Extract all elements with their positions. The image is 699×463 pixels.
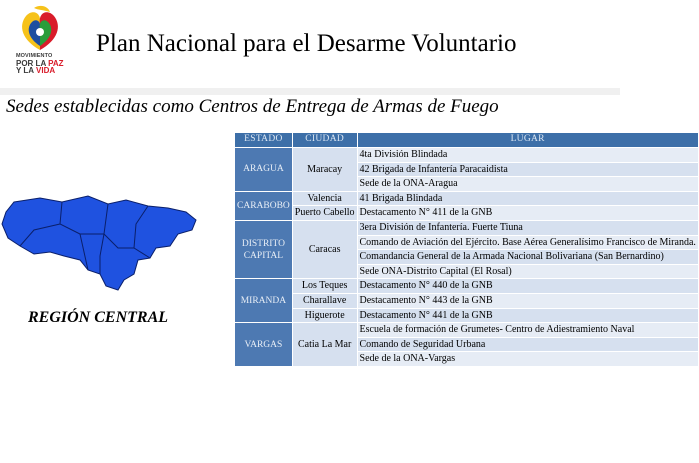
movimiento-paz-vida-logo: [8, 4, 72, 78]
ciudad-cell-puerto-cabello: Puerto Cabello: [292, 206, 357, 221]
lugar-cell: 4ta División Blindada: [357, 148, 698, 163]
sedes-table: [234, 132, 699, 367]
lugar-cell: Destacamento N° 443 de la GNB: [357, 293, 698, 308]
ciudad-cell-higuerote: Higuerote: [292, 308, 357, 323]
table-row: [235, 220, 699, 235]
estado-line: DISTRITO: [241, 238, 285, 249]
lugar-cell: Sede ONA-Distrito Capital (El Rosal): [357, 264, 698, 279]
central-region-map: [0, 194, 205, 294]
lugar-cell: 42 Brigada de Infantería Paracaidista: [357, 162, 698, 177]
column-header-estado: ESTADO: [235, 133, 293, 148]
region-label: REGIÓN CENTRAL: [28, 309, 169, 326]
logo-text-line1: MOVIMIENTO: [16, 53, 53, 59]
lugar-cell: Destacamento N° 440 de la GNB: [357, 279, 698, 294]
lugar-cell: Comando de Seguridad Urbana: [357, 337, 698, 352]
estado-line: CAPITAL: [243, 250, 284, 261]
column-header-ciudad: CIUDAD: [292, 133, 357, 148]
lugar-cell: 3era División de Infantería. Fuerte Tiuna: [357, 220, 698, 235]
estado-cell-miranda: MIRANDA: [235, 279, 293, 323]
lugar-cell: Destacamento N° 411 de la GNB: [357, 206, 698, 221]
logo-text-line2: POR LA PAZ: [16, 59, 64, 68]
page-title: Plan Nacional para el Desarme Voluntario: [96, 30, 517, 57]
title-divider: [0, 88, 620, 95]
table-row: [235, 308, 699, 323]
ciudad-cell-valencia: Valencia: [292, 191, 357, 206]
lugar-cell: Destacamento N° 441 de la GNB: [357, 308, 698, 323]
column-header-lugar: LUGAR: [357, 133, 698, 148]
estado-cell-aragua: ARAGUA: [235, 148, 293, 192]
page-subtitle: Sedes establecidas como Centros de Entrega de Armas de Fuego: [6, 96, 499, 117]
lugar-cell: Escuela de formación de Grumetes- Centro de Adiestramiento Naval: [357, 323, 698, 338]
ciudad-cell-catia-la-mar: Catia La Mar: [292, 323, 357, 367]
table-row: [235, 191, 699, 206]
table-row: [235, 293, 699, 308]
lugar-cell: Sede de la ONA-Aragua: [357, 177, 698, 192]
map-region-shape: [2, 196, 196, 290]
table-row: [235, 148, 699, 163]
table-header-row: [235, 133, 699, 148]
table-row: [235, 206, 699, 221]
table-row: [235, 323, 699, 338]
ciudad-cell-maracay: Maracay: [292, 148, 357, 192]
logo-text-line3: Y LA VIDA: [16, 66, 56, 75]
table-row: [235, 279, 699, 294]
ciudad-cell-charallave: Charallave: [292, 293, 357, 308]
logo-emblem-icon: [14, 4, 66, 56]
ciudad-cell-los-teques: Los Teques: [292, 279, 357, 294]
estado-cell-carabobo: CARABOBO: [235, 191, 293, 220]
lugar-cell: Comando de Aviación del Ejército. Base Aérea Generalísimo Francisco de Miranda.: [357, 235, 698, 250]
lugar-cell: Sede de la ONA-Vargas: [357, 352, 698, 367]
lugar-cell: Comandancia General de la Armada Nacional Bolivariana (San Bernardino): [357, 250, 698, 265]
ciudad-cell-caracas: Caracas: [292, 220, 357, 278]
lugar-cell: 41 Brigada Blindada: [357, 191, 698, 206]
estado-cell-vargas: VARGAS: [235, 323, 293, 367]
estado-cell-distrito-capital: [235, 220, 293, 278]
